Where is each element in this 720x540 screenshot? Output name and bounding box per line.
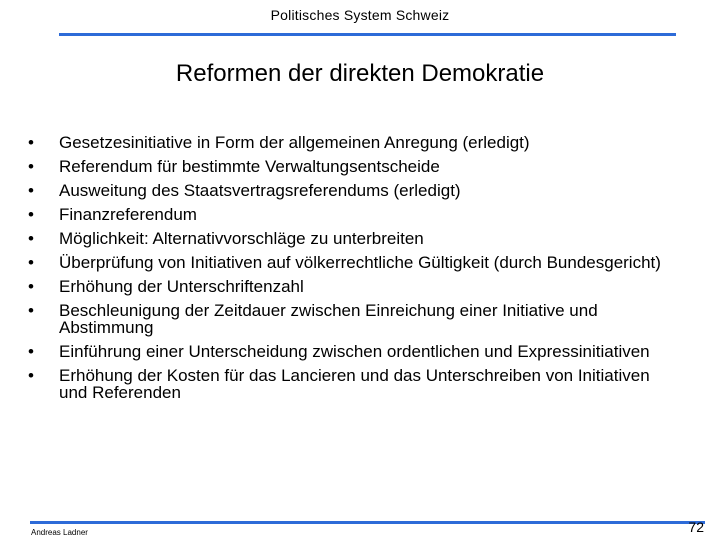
bullet-item: [22, 278, 672, 295]
header-title: Politisches System Schweiz: [270, 7, 450, 23]
bullet-text: Erhöhung der Kosten für das Lancieren und das Unterschreiben von Initiativen und Referenden: [59, 366, 650, 402]
bullet-text: Einführung einer Unterscheidung zwischen ordentlichen und Expressinitiativen: [59, 342, 650, 361]
bullet-text: Überprüfung von Initiativen auf völkerrechtliche Gültigkeit (durch Bundesgericht): [59, 253, 661, 272]
bullet-item: [22, 343, 672, 360]
bullet-icon: •: [28, 253, 34, 272]
bullet-icon: •: [28, 229, 34, 248]
footer-author: Andreas Ladner: [31, 528, 88, 537]
bullet-icon: •: [28, 205, 34, 224]
bullet-item: [22, 206, 672, 223]
footer-rule: [30, 521, 705, 524]
bullet-item: [22, 302, 672, 336]
bullet-list: [22, 134, 672, 408]
bullet-icon: •: [28, 157, 34, 176]
bullet-icon: •: [28, 301, 34, 320]
page-number: 72: [688, 519, 704, 535]
bullet-text: Erhöhung der Unterschriftenzahl: [59, 277, 304, 296]
bullet-text: Gesetzesinitiative in Form der allgemeinen Anregung (erledigt): [59, 133, 530, 152]
bullet-item: [22, 367, 672, 401]
bullet-icon: •: [28, 133, 34, 152]
bullet-icon: •: [28, 277, 34, 296]
bullet-text: Ausweitung des Staatsvertragsreferendums (erledigt): [59, 181, 461, 200]
bullet-text: Referendum für bestimmte Verwaltungsentscheide: [59, 157, 440, 176]
bullet-text: Finanzreferendum: [59, 205, 197, 224]
bullet-item: [22, 254, 672, 271]
header-rule: [59, 33, 676, 36]
slide-title: Reformen der direkten Demokratie: [175, 60, 545, 87]
bullet-item: [22, 182, 672, 199]
bullet-item: [22, 230, 672, 247]
bullet-text: Beschleunigung der Zeitdauer zwischen Einreichung einer Initiative und Abstimmung: [59, 301, 598, 337]
bullet-icon: •: [28, 181, 34, 200]
bullet-item: [22, 134, 672, 151]
bullet-item: [22, 158, 672, 175]
bullet-icon: •: [28, 342, 34, 361]
bullet-icon: •: [28, 366, 34, 385]
bullet-text: Möglichkeit: Alternativvorschläge zu unterbreiten: [59, 229, 424, 248]
